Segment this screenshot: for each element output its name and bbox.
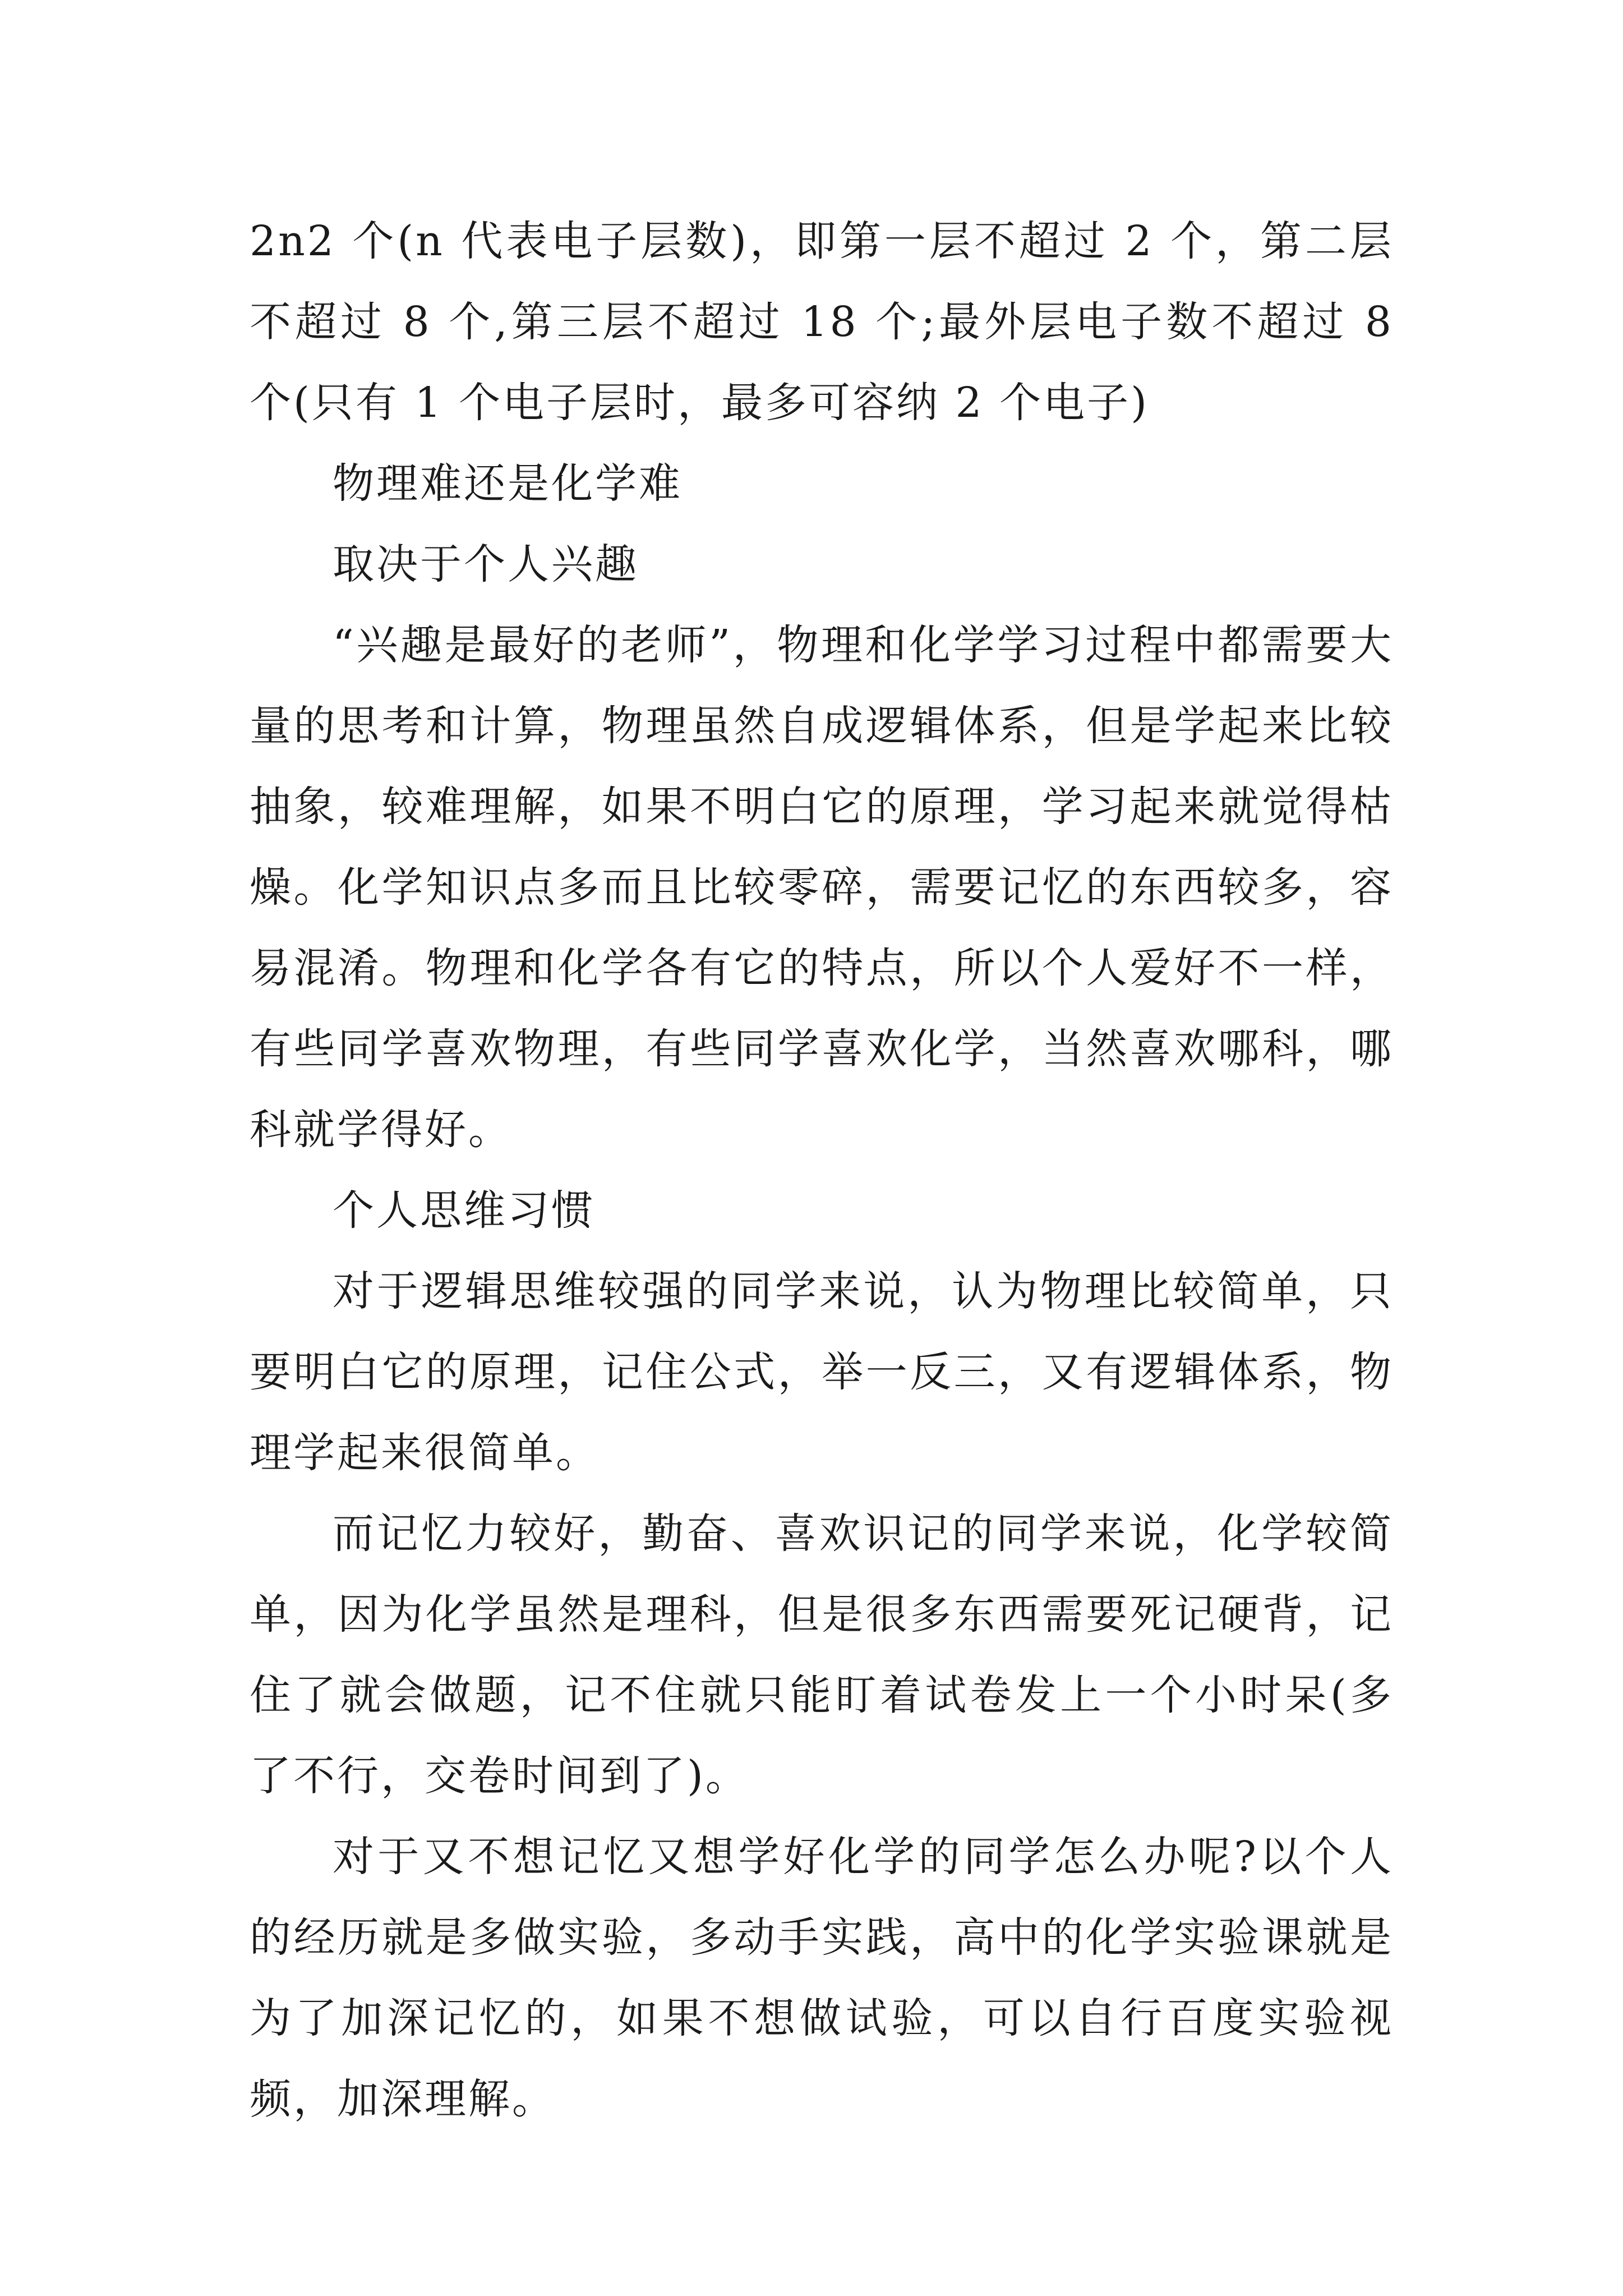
heading-thinking-habits: 个人思维习惯: [333, 1186, 595, 1235]
heading-personal-interest: 取决于个人兴趣: [333, 540, 639, 588]
paragraph-experiments: 对于又不想记忆又想学好化学的同学怎么办呢?以个人的经历就是多做实验，多动手实践，高中的化学实验课就是为了加深记忆的，如果不想做试验，可以自行百度实验视频，加深理解。: [250, 1833, 1394, 2123]
paragraph-interest: “兴趣是最好的老师”，物理和化学学习过程中都需要大量的思考和计算，物理虽然自成逻辑体系，但是学起来比较抽象，较难理解，如果不明白它的原理，学习起来就觉得枯燥。化学知识点多而且比较零碎，需要记忆的东西较多，容易混淆。物理和化学各有它的特点，所以个人爱好不一样，有些同学喜欢物理，有些同学喜欢化学，当然喜欢哪科，哪科就学得好。: [250, 621, 1394, 1154]
paragraph-logical-thinking: 对于逻辑思维较强的同学来说，认为物理比较简单，只要明白它的原理，记住公式，举一反三，又有逻辑体系，物理学起来很简单。: [250, 1267, 1394, 1477]
document-body: [250, 201, 1394, 2139]
heading-physics-or-chemistry: 物理难还是化学难: [333, 459, 683, 508]
paragraph-electron-shells: 2n2 个(n 代表电子层数)，即第一层不超过 2 个，第二层不超过 8 个,第三层不超过 18 个;最外层电子数不超过 8 个(只有 1 个电子层时，最多可容纳 2 个电子): [250, 217, 1394, 427]
paragraph-memory: 而记忆力较好，勤奋、喜欢识记的同学来说，化学较简单，因为化学虽然是理科，但是很多东西需要死记硬背，记住了就会做题，记不住就只能盯着试卷发上一个小时呆(多了不行，交卷时间到了)。: [250, 1510, 1394, 1800]
